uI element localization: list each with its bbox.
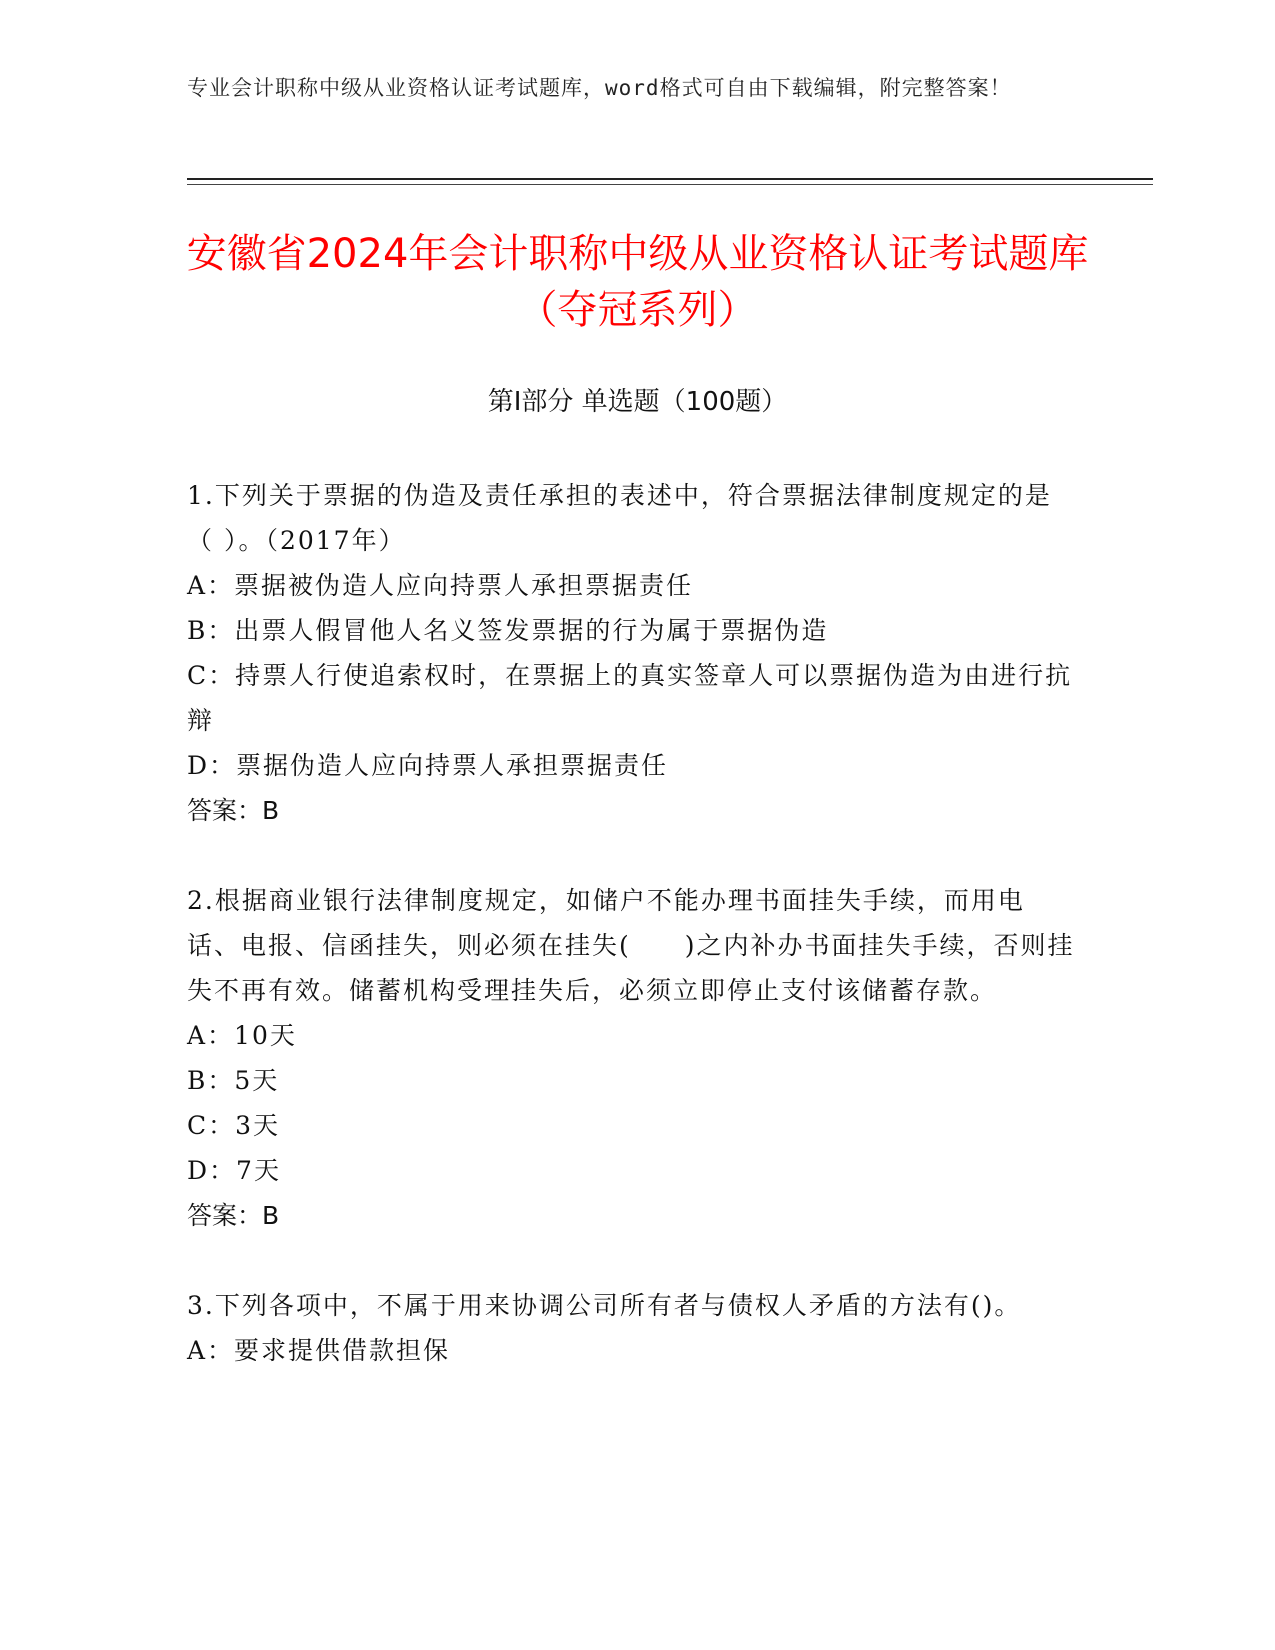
question-stem: 2.根据商业银行法律制度规定，如储户不能办理书面挂失手续，而用电话、电报、信函挂失，则必须在挂失( )之内补办书面挂失手续，否则挂失不再有效。储蓄机构受理挂失后，必须立即停止支付该储蓄存款。 xyxy=(187,886,1075,1005)
section-heading: 第I部分 单选题（100题） xyxy=(487,387,788,417)
question-3 xyxy=(187,1283,1077,1373)
header-note: 专业会计职称中级从业资格认证考试题库，word格式可自由下载编辑，附完整答案！ xyxy=(187,76,1012,100)
header-rule-thick xyxy=(187,178,1153,180)
question-stem: 3.下列各项中，不属于用来协调公司所有者与债权人矛盾的方法有()。 xyxy=(187,1291,1022,1320)
option-d: D：票据伪造人应向持票人承担票据责任 xyxy=(187,751,669,780)
question-1 xyxy=(187,473,1077,833)
option-c: C：3天 xyxy=(187,1111,281,1140)
question-2 xyxy=(187,878,1077,1238)
option-c: C：持票人行使追索权时，在票据上的真实签章人可以票据伪造为由进行抗辩 xyxy=(187,661,1073,735)
option-b: B：出票人假冒他人名义签发票据的行为属于票据伪造 xyxy=(187,616,829,645)
question-list xyxy=(187,473,1077,1418)
option-a: A：要求提供借款担保 xyxy=(187,1336,451,1365)
option-a: A：票据被伪造人应向持票人承担票据责任 xyxy=(187,571,694,600)
answer-line: 答案：B xyxy=(187,796,280,825)
question-stem: 1.下列关于票据的伪造及责任承担的表述中，符合票据法律制度规定的是（ ）。（2017年） xyxy=(187,481,1052,555)
option-a: A：10天 xyxy=(187,1021,297,1050)
header-rule-thin xyxy=(187,184,1153,185)
option-d: D：7天 xyxy=(187,1156,281,1185)
option-b: B：5天 xyxy=(187,1066,280,1095)
answer-line: 答案：B xyxy=(187,1201,280,1230)
document-title: 安徽省2024年会计职称中级从业资格认证考试题库（夺冠系列） xyxy=(186,231,1089,333)
